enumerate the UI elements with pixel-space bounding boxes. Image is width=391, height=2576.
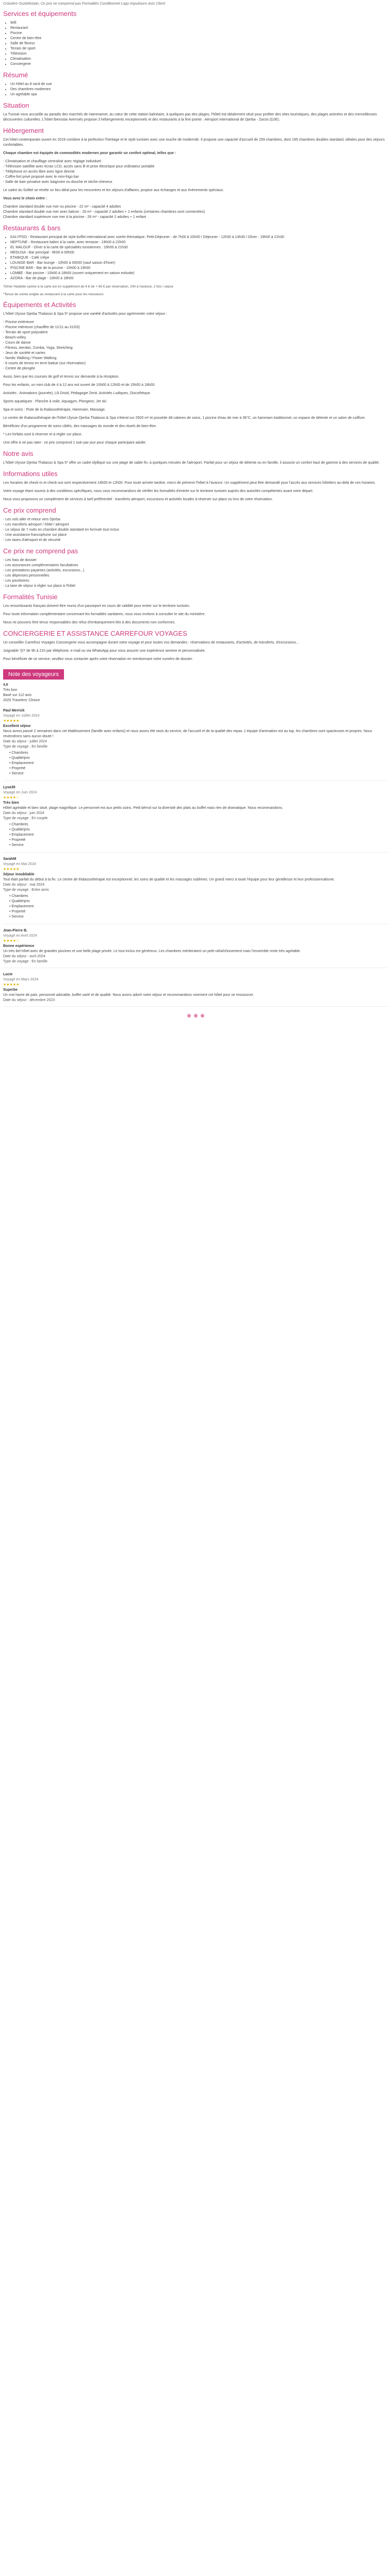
review-author: Paul Merrick: [3, 709, 25, 713]
excluded-item: - Les assurances complémentaires facultatives: [3, 564, 78, 567]
notre-avis-text: L'hôtel Ulysse Djerba Thalasso & Spa 5* offre un cadre idyllique sur une plage de sable fin, à quelques minutes de l'aéroport. Parfait pour un séjour de détente ou en famille, il associe un confort haut de gamme à des services de qualité.: [3, 461, 380, 465]
review-criterion: • Propreté: [9, 767, 26, 770]
review-criterion: • Emplacement: [9, 905, 34, 908]
review-trip-type: Type de voyage : En famille: [3, 745, 47, 749]
review-card: [3, 970, 388, 1007]
infos-utiles-text-1: Les horaires de check-in et check-out sont respectivement 14h00 et 12h00. Pour toute arrivée tardive, merci de prévenir l'hôtel à l'avance. Un supplément peut être demandé pour l'accès aux services hôteliers au-delà de ces horaires.: [3, 481, 376, 485]
excluded-item: - Les frais de dossier: [3, 558, 37, 562]
infos-utiles-title: Informations utiles: [3, 470, 58, 478]
room-type: Chambre standard supérieure vue mer à la piscine - 26 m² - capacité 2 adultes + 1 enfant: [3, 215, 146, 219]
review-stay-date: Date du séjour : juin 2024: [3, 811, 44, 815]
review-title: Excellent séjour: [3, 724, 31, 728]
excluded-item: - Les dépenses personnelles: [3, 574, 50, 578]
review-travel-date: Voyagé en Avril 2024: [3, 934, 37, 938]
activity-item: - 6 courts de tennis en terre battue (sur réservation): [3, 362, 86, 365]
excluded-item: - Les prestations payantes (activités, excursions...): [3, 569, 85, 572]
loading-dot: [187, 1014, 191, 1018]
activites-text-5: Sports aquatiques : Planche à voile, Aquagym, Plongeon, Jet ski: [3, 400, 107, 403]
prix-comprend-title: Ce prix comprend: [3, 506, 56, 514]
review-travel-date: Voyagé en Juillet 2024: [3, 714, 40, 718]
services-list: [3, 21, 388, 67]
resume-item: • Un hôtel au 8 rand de vue: [10, 82, 388, 87]
service-item: • Wifi: [10, 21, 388, 26]
infos-utiles-text-3: Nous vous proposons un complément de services à tarif préférentiel : transferts aéroport, excursions et activités locales à réserver sur place ou lors de votre réservation.: [3, 498, 273, 501]
hebergement-item: - Téléphone en accès libre avec ligne directe: [3, 170, 75, 174]
review-criterion: • Qualité/prix: [9, 756, 30, 760]
review-card: [3, 706, 388, 781]
reviews-count: Basé sur 112 avis: [3, 693, 32, 697]
review-card: [3, 855, 388, 924]
review-stars: ★★★★★: [3, 983, 20, 987]
included-item: - Une assistance francophone sur place: [3, 533, 67, 537]
review-stay-date: Date du séjour : mai 2024: [3, 883, 45, 887]
review-text: Un très bel hôtel avec de grandes piscines et une belle plage privée. Le tout inclus est généreux. Les chambres mériteraient un petit rafraîchissement mais l'ensemble reste très agréable.: [3, 950, 301, 953]
resume-title: Résumé: [3, 71, 28, 79]
review-criterion: • Chambres: [9, 894, 28, 898]
activites-list: [3, 320, 388, 371]
service-item: • Salle de fitness: [10, 41, 388, 46]
review-criterion: • Chambres: [9, 823, 28, 826]
prix-ne-comprend-title: Ce prix ne comprend pas: [3, 547, 78, 555]
review-criterion: • Service: [9, 843, 24, 847]
activity-item: - Nordic Walking / Power Walking: [3, 357, 57, 360]
activity-item: - Terrain de sport polyvalent: [3, 331, 48, 334]
service-item: • Terrain de sport: [10, 46, 388, 52]
review-criterion: • Propreté: [9, 910, 26, 913]
review-travel-date: Voyagé en Mars 2024: [3, 978, 39, 981]
review-criterion: • Emplacement: [9, 761, 34, 765]
included-item: - Les vols aller et retour vers Djerba: [3, 518, 60, 521]
review-author: Lyxa39: [3, 786, 15, 789]
review-author: SarahM: [3, 857, 17, 861]
activites-text-3: Pour les enfants, un mini club de 4 à 12 ans est ouvert de 10h00 à 12h00 et de 15h00 à 18h00.: [3, 383, 156, 387]
thalasso-text: Le centre de thalassothérapie de l'hôtel Ulysse Djerba Thalasso & Spa s'étend sur 2500 m² et possède 48 cabines de soins, 1 piscine d'eau de mer à 36°C, un hammam traditionnel, un espace de détente et un salon de coiffure.: [3, 416, 366, 420]
formalites-text-3: Nous ne pouvons être tenus responsables des refus d'embarquement liés à des documents non conformes.: [3, 621, 176, 624]
loading-dot: [194, 1014, 198, 1018]
restaurant-item: • KALYPSO - Restaurant principal de style buffet international avec soirée thématique. Petit-Déjeuner - de 7h00 à 10h00 / Déjeuner - 12h30 à 14h30 / Dîner - 19h00 à 21h30: [10, 235, 388, 240]
restaurants-list: [3, 235, 388, 281]
situation-title: Situation: [3, 101, 29, 109]
review-criteria: [3, 751, 388, 776]
review-trip-type: Type de voyage : En couple: [3, 817, 48, 820]
service-item: • Centre de bien-être: [10, 36, 388, 41]
reviews-bar: Note des voyageurs: [3, 669, 64, 680]
intro-text: Croisière Ouzbékistan, Ce prix ne comprend pas Formalités Conditionnel Logo Impulsions Avis Client: [3, 2, 165, 6]
review-trip-type: Type de voyage : En famille: [3, 960, 47, 963]
service-item: • Piscine: [10, 31, 388, 36]
hebergement-text-3: Le cadre du Sofitel se révèle un lieu idéal pour les rencontres et les séjours d'affaires, propice aux échanges et aux événements spéciaux.: [3, 189, 224, 192]
room-type: Chambre standard double vue mer ou piscine - 22 m² - capacité 4 adultes: [3, 205, 121, 209]
review-title: Bonne expérience: [3, 944, 35, 948]
services-title: Services et équipements: [3, 10, 77, 18]
review-text: Nous avons passé 2 semaines dans cet établissement (famille avec enfants) et nous avons été ravis du service, de l'accueil et de la qualité des repas. L'équipe d'animation est au top, les chambres sont spacieuses et propres. Nous reviendrons sans aucun doute !: [3, 730, 372, 738]
service-item: • Restaurant: [10, 26, 388, 31]
hebergement-item: - Coffre-fort privé proposé avec le mini-frigo bar: [3, 175, 79, 179]
review-travel-date: Voyagé en Mai 2024: [3, 862, 36, 866]
hebergement-list: [3, 159, 388, 185]
review-criterion: • Propreté: [9, 838, 26, 842]
review-criterion: • Service: [9, 772, 24, 775]
review-title: Séjour inoubliable: [3, 873, 35, 876]
restaurant-item: • LOMBÉ - Bar piscine - 10h00 à 18h00 (ouvert uniquement en saison estivale): [10, 271, 388, 276]
hebergement-item: - Salle de bain privative avec baignoire ou douche et sèche-cheveux: [3, 180, 112, 184]
reviews-list: [3, 706, 388, 1007]
notre-avis-title: Notre avis: [3, 450, 34, 457]
restaurant-item: • LOUNGE BAR - Bar lounge - 10h00 à 00h00 (sauf saison d'hiver): [10, 261, 388, 266]
review-criterion: • Qualité/prix: [9, 828, 30, 832]
review-author: Jean-Pierre B.: [3, 929, 28, 933]
hebergement-text-4: Vous avez le choix entre :: [3, 197, 47, 200]
formalites-title: Formalités Tunisie: [3, 593, 58, 601]
thalasso-text-2: Bénéficiez d'un programme de soins ciblés, des massages du monde et des rituels de bien-être.: [3, 425, 157, 428]
reviews-summary: [3, 683, 388, 703]
activity-item: - Piscine intérieure (chauffée de 11/11 au 31/03): [3, 326, 80, 329]
activity-item: - Jeux de société et cartes: [3, 351, 45, 355]
reviews-score: 4,6: [3, 683, 8, 687]
restaurant-item: • PISCINE BAR - Bar de la piscine - 10h00 à 19h00: [10, 266, 388, 271]
reviews-source: 2025 Travelers' Choice: [3, 699, 40, 702]
thalasso-text-4: Une offre à ne pas rater : ce prix comprend 1 soin par jour pour chaque participant adulte.: [3, 441, 146, 445]
review-author: Lucie: [3, 973, 13, 976]
hebergement-item: - Télévision satellite avec écran LCD, accès sans fil et prise électrique pour ordinateur portable: [3, 165, 155, 168]
restaurants-title: Restaurants & bars: [3, 224, 61, 232]
included-item: - Le séjour de 7 nuits en chambre double standard en formule tout inclus: [3, 528, 119, 532]
service-item: • Télévision: [10, 52, 388, 57]
review-text: Hôtel agréable et bien situé, plage magnifique. Le personnel est aux petits soins. Petit bémol sur la diversité des plats au buffet mais rien de dramatique. Nous recommandons.: [3, 806, 283, 810]
activites-text-4: Activités : Animations (journée), Lili Droid, Pédagogie Zenit, Activités Ludiques, Discothèque.: [3, 392, 151, 395]
review-stars: ★★★★★: [3, 868, 20, 871]
review-text: Un vrai havre de paix, personnel adorable, buffet varié et de qualité. Nous avons adoré notre séjour et recommandons vivement cet hôtel pour se ressourcer.: [3, 993, 254, 997]
activites-text-6: Spa et soins : Piste de la thalassothérapie, Hammam, Massage.: [3, 408, 106, 412]
activity-item: - Fitness, Aerobic, Zumba, Yoga, Stretching: [3, 346, 73, 350]
excluded-item: - La taxe de séjour à régler sur place à l'hôtel: [3, 584, 75, 588]
review-stars: ★★★★☆: [3, 796, 20, 800]
review-stay-date: Date du séjour : juillet 2024: [3, 740, 47, 743]
hebergement-list-2: [3, 205, 388, 220]
review-title: Superbe: [3, 988, 18, 992]
resume-list: [3, 82, 388, 97]
review-trip-type: Type de voyage : Entre amis: [3, 888, 49, 892]
situation-text: La Tunisie vous accueille au paradis des marchés de Hammamet, au cœur de cette station balnéaire, à quelques pas des plages, l'hôtel est idéalement situé pour profiter des sites touristiques, des plages animées et des merveilleuses découvertes culturelles. L'hôtel Iberostar Averroès propose 3 hébergements exceptionnels et des restaurants à la fine pointe : Aéroport international de Djerba - Zarzis (DJE).: [3, 113, 377, 122]
room-type: Chambre standard double vue mer avec balcon : 26 m² - capacité 2 adultes + 2 enfants (certaines chambres sont connectées): [3, 210, 205, 214]
activites-title: Équipements et Activités: [3, 301, 76, 309]
review-card: [3, 926, 388, 968]
conciergerie-text-3: Pour bénéficier de ce service, veuillez nous contacter après votre réservation en mentionnant votre numéro de dossier.: [3, 657, 193, 661]
review-criterion: • Emplacement: [9, 833, 34, 837]
review-stay-date: Date du séjour : décembre 2023: [3, 998, 55, 1002]
hebergement-text-2: Chaque chambre est équipée de commodités modernes pour garantir un confort optimal, telles que :: [3, 151, 176, 155]
formalites-text-2: Pour toute information complémentaire concernant les formalités sanitaires, nous vous invitons à consulter le site du ministère.: [3, 613, 206, 616]
activity-item: - Beach-volley: [3, 336, 26, 340]
restaurant-item: • NEPTUNE - Restaurant italien à la carte, avec terrasse : 19h00 à 22h00: [10, 240, 388, 245]
prix-comprend-list: [3, 517, 388, 543]
included-item: - Les taxes d'aéroport et de sécurité: [3, 538, 61, 542]
thalasso-text-3: * Les forfaits sont à réserver et à régler sur place.: [3, 433, 83, 436]
review-stars: ★★★★☆: [3, 939, 20, 943]
resume-item: • Un agréable spa: [10, 92, 388, 97]
activity-item: - Centre de plongée: [3, 367, 35, 370]
resume-item: • Des chambres modernes: [10, 87, 388, 92]
page: [0, 0, 391, 1029]
reviews-score-label: Très bon: [3, 688, 18, 692]
review-criterion: • Qualité/prix: [9, 900, 30, 903]
activites-text: L'hôtel Ulysse Djerba Thalasso & Spa 5* propose une variété d'activités pour agrémenter votre séjour :: [3, 312, 168, 316]
review-criteria: [3, 894, 388, 920]
restaurant-item: • MEDUSA - Bar principal - 9h00 à 00h00: [10, 250, 388, 256]
review-stars: ★★★★★: [3, 719, 20, 723]
conciergerie-text-1: Un conseiller Carrefour Voyages Conciergerie vous accompagne durant votre voyage et pour toutes vos demandes : réservations de restaurants, d'activités, de transferts, d'excursions...: [3, 641, 299, 645]
review-text: Tout était parfait du début à la fin. Le centre de thalassothérapie est exceptionnel, les soins de qualité et les massages sublimes. Un grand merci à toute l'équipe pour leur gentillesse et leur professionnalisme.: [3, 878, 335, 882]
prix-ne-comprend-list: [3, 558, 388, 589]
service-item: • Climatisation: [10, 57, 388, 62]
hebergement-text-1: Cet hôtel contemporain ouvert en 2019 combine à la perfection l'héritage et le style tunisien avec une touche de modernité. Il propose une capacité d'accueil de 259 chambres, dont 195 chambres doubles standard, idéales pour des séjours confortables.: [3, 138, 385, 147]
restaurant-item: • AZORA - Bar de plage - 10h00 à 18h00: [10, 276, 388, 281]
restaurants-note-1: *Dîner Halal/de canine à la carte est en supplément de 6 € de + 65 € par réservation, 24h à l'avance, 1 fois / séjour: [3, 285, 174, 289]
hebergement-title: Hébergement: [3, 127, 44, 134]
review-card: [3, 783, 388, 853]
review-criterion: • Chambres: [9, 751, 28, 755]
activity-item: - Piscine extérieure: [3, 320, 34, 324]
formalites-text-1: Les ressortissants français doivent être munis d'un passeport en cours de validité pour entrer sur le territoire tunisien.: [3, 604, 190, 608]
restaurants-note-2: *Tenue de soirée exigée au restaurant à la carte pour les messieurs: [3, 293, 104, 296]
activity-item: - Cours de danse: [3, 341, 31, 345]
loading-dot: [201, 1014, 204, 1018]
loading-indicator: [3, 1009, 388, 1023]
activites-text-2: Aussi, bien que les courses de golf et tennis sur demande à la réception.: [3, 375, 120, 379]
infos-utiles-text-2: Votre voyage étant soumis à des conditions spécifiques, nous vous recommandons de vérifier les formalités d'entrée sur le territoire tunisien auprès des autorités compétentes avant votre départ.: [3, 489, 314, 493]
review-travel-date: Voyagé en Juin 2024: [3, 791, 37, 794]
service-item: • Conciergerie: [10, 62, 388, 67]
included-item: - Les transferts aéroport / hôtel / aéroport: [3, 523, 69, 527]
review-title: Très bien: [3, 801, 19, 805]
excluded-item: - Les pourboires: [3, 579, 29, 583]
restaurant-item: • EL MALOUF - Dîner à la carte de spécialités tunisiennes : 19h00 à 21h30: [10, 245, 388, 250]
conciergerie-title: CONCIERGERIE ET ASSISTANCE CARREFOUR VOYAGES: [3, 630, 187, 637]
review-stay-date: Date du séjour : avril 2024: [3, 955, 45, 958]
review-criterion: • Service: [9, 915, 24, 919]
restaurant-item: • ETABIQUE - Café crêpe: [10, 256, 388, 261]
conciergerie-text-2: Joignable 7j/7 de 9h à 21h par téléphone, e-mail ou via WhatsApp pour vous assurer une expérience sereine et personnalisée.: [3, 649, 206, 653]
hebergement-item: - Climatisation et chauffage centralisé avec réglage individuel: [3, 160, 101, 163]
review-criteria: [3, 822, 388, 848]
